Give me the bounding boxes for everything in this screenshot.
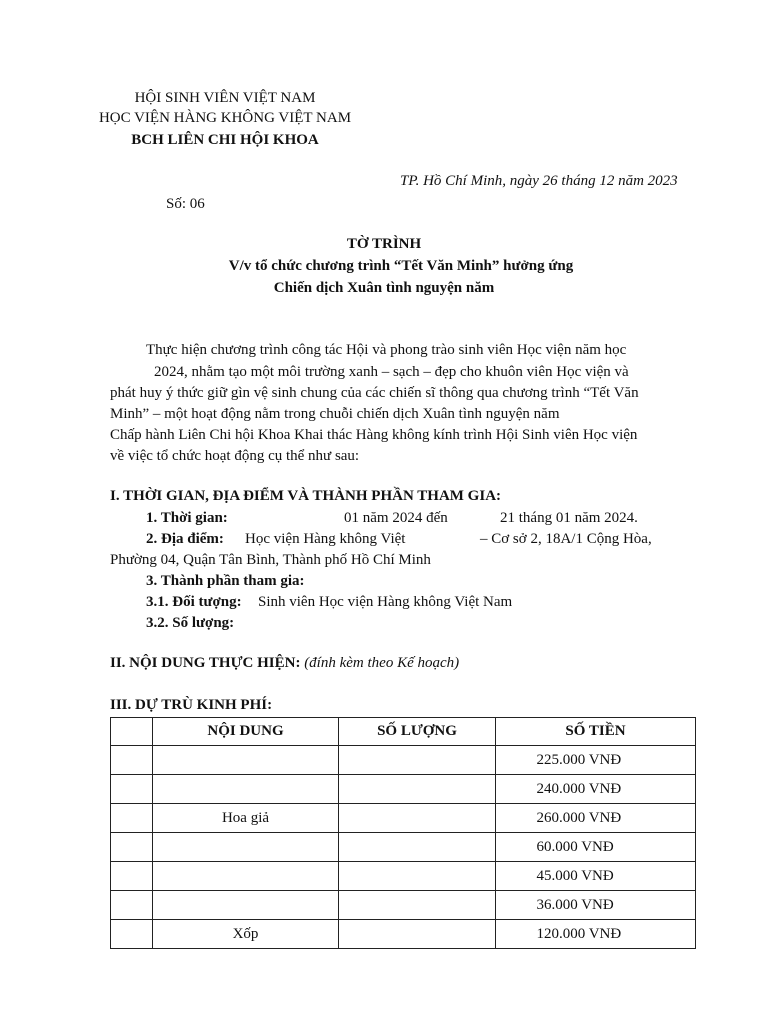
- row-no: [111, 833, 153, 862]
- section-2-note: (đính kèm theo Kế hoạch): [304, 655, 460, 671]
- row-no: [111, 804, 153, 833]
- row-quantity: [339, 891, 496, 920]
- row-amount: 120.000 VNĐ: [536, 925, 622, 942]
- place-date: TP. Hồ Chí Minh, ngày 26 tháng 12 năm 2023: [400, 173, 678, 189]
- count-label: 3.2. Số lượng:: [146, 615, 235, 631]
- time-from: 01 năm 2024 đến: [344, 510, 448, 526]
- intro-line-4: Minh” – một hoạt động nằm trong chuỗi chiến dịch Xuân tình nguyện năm: [110, 406, 560, 422]
- target-label: 3.1. Đối tượng:: [146, 594, 242, 610]
- row-item: [153, 891, 339, 920]
- table-row: [111, 746, 696, 775]
- row-amount-cell: [496, 833, 696, 862]
- row-no: [111, 920, 153, 949]
- table-row: [111, 862, 696, 891]
- intro-line-3: phát huy ý thức giữ gìn vệ sinh chung của các chiến sĩ thông qua chương trình “Tết Văn: [110, 385, 639, 401]
- header-amount: SỐ TIỀN: [496, 718, 696, 746]
- row-quantity: [339, 920, 496, 949]
- time-label: 1. Thời gian:: [146, 510, 228, 526]
- intro-line-5: Chấp hành Liên Chi hội Khoa Khai thác Hàng không kính trình Hội Sinh viên Học viện: [110, 427, 638, 443]
- intro-line-6: về việc tổ chức hoạt động cụ thể như sau:: [110, 448, 360, 464]
- row-amount-cell: [496, 891, 696, 920]
- org-line-2: HỌC VIỆN HÀNG KHÔNG VIỆT NAM: [98, 110, 352, 126]
- target-value: Sinh viên Học viện Hàng không Việt Nam: [258, 594, 513, 610]
- row-amount-cell: [496, 746, 696, 775]
- intro-line-1: Thực hiện chương trình công tác Hội và phong trào sinh viên Học viện năm học: [146, 342, 627, 358]
- row-amount: 240.000 VNĐ: [536, 780, 622, 797]
- row-amount-cell: [496, 862, 696, 891]
- row-quantity: [339, 746, 496, 775]
- row-quantity: [339, 862, 496, 891]
- table-row: [111, 775, 696, 804]
- row-quantity: [339, 833, 496, 862]
- row-quantity: [339, 804, 496, 833]
- row-amount: 36.000 VNĐ: [536, 896, 614, 913]
- place-value: Học viện Hàng không Việt: [245, 531, 406, 547]
- table-row: [111, 804, 696, 833]
- row-amount: 45.000 VNĐ: [536, 867, 614, 884]
- place-campus: – Cơ sở 2, 18A/1 Cộng Hòa,: [480, 531, 652, 547]
- doc-number: Số: 06: [166, 196, 205, 212]
- intro-line-2: 2024, nhằm tạo một môi trường xanh – sạch – đẹp cho khuôn viên Học viện và: [154, 364, 629, 380]
- budget-header-row: [111, 718, 696, 746]
- header-no: [111, 718, 153, 746]
- row-no: [111, 891, 153, 920]
- section-2: [110, 655, 459, 672]
- row-no: [111, 746, 153, 775]
- section-3-heading: III. DỰ TRÙ KINH PHÍ:: [110, 697, 273, 713]
- row-item: Hoa giả: [153, 804, 339, 833]
- row-quantity: [339, 775, 496, 804]
- row-no: [111, 775, 153, 804]
- row-amount: 260.000 VNĐ: [536, 809, 622, 826]
- row-item: [153, 833, 339, 862]
- row-no: [111, 862, 153, 891]
- time-to: 21 tháng 01 năm 2024.: [500, 510, 638, 526]
- doc-subtitle-2: Chiến dịch Xuân tình nguyện năm: [273, 280, 495, 296]
- row-item: Xốp: [153, 920, 339, 949]
- section-2-heading: II. NỘI DUNG THỰC HIỆN:: [110, 655, 301, 671]
- org-line-1: HỘI SINH VIÊN VIỆT NAM: [134, 90, 316, 106]
- row-item: [153, 862, 339, 891]
- place-line-2: Phường 04, Quận Tân Bình, Thành phố Hồ Chí Minh: [110, 552, 431, 568]
- row-item: [153, 775, 339, 804]
- doc-title: TỜ TRÌNH: [346, 236, 422, 252]
- place-label: 2. Địa điểm:: [146, 531, 224, 547]
- participants-label: 3. Thành phần tham gia:: [146, 573, 305, 589]
- row-amount: 225.000 VNĐ: [536, 751, 622, 768]
- header-content: NỘI DUNG: [153, 718, 339, 746]
- table-row: [111, 891, 696, 920]
- row-item: [153, 746, 339, 775]
- row-amount: 60.000 VNĐ: [536, 838, 614, 855]
- table-row: [111, 833, 696, 862]
- org-line-3: BCH LIÊN CHI HỘI KHOA: [131, 132, 319, 148]
- budget-table: [110, 717, 696, 949]
- section-1-heading: I. THỜI GIAN, ĐỊA ĐIỂM VÀ THÀNH PHẦN THAM GIA:: [110, 488, 502, 504]
- row-amount-cell: [496, 920, 696, 949]
- row-amount-cell: [496, 775, 696, 804]
- doc-subtitle-1: V/v tổ chức chương trình “Tết Văn Minh” hưởng ứng: [228, 258, 574, 274]
- header-quantity: SỐ LƯỢNG: [339, 718, 496, 746]
- row-amount-cell: [496, 804, 696, 833]
- table-row: [111, 920, 696, 949]
